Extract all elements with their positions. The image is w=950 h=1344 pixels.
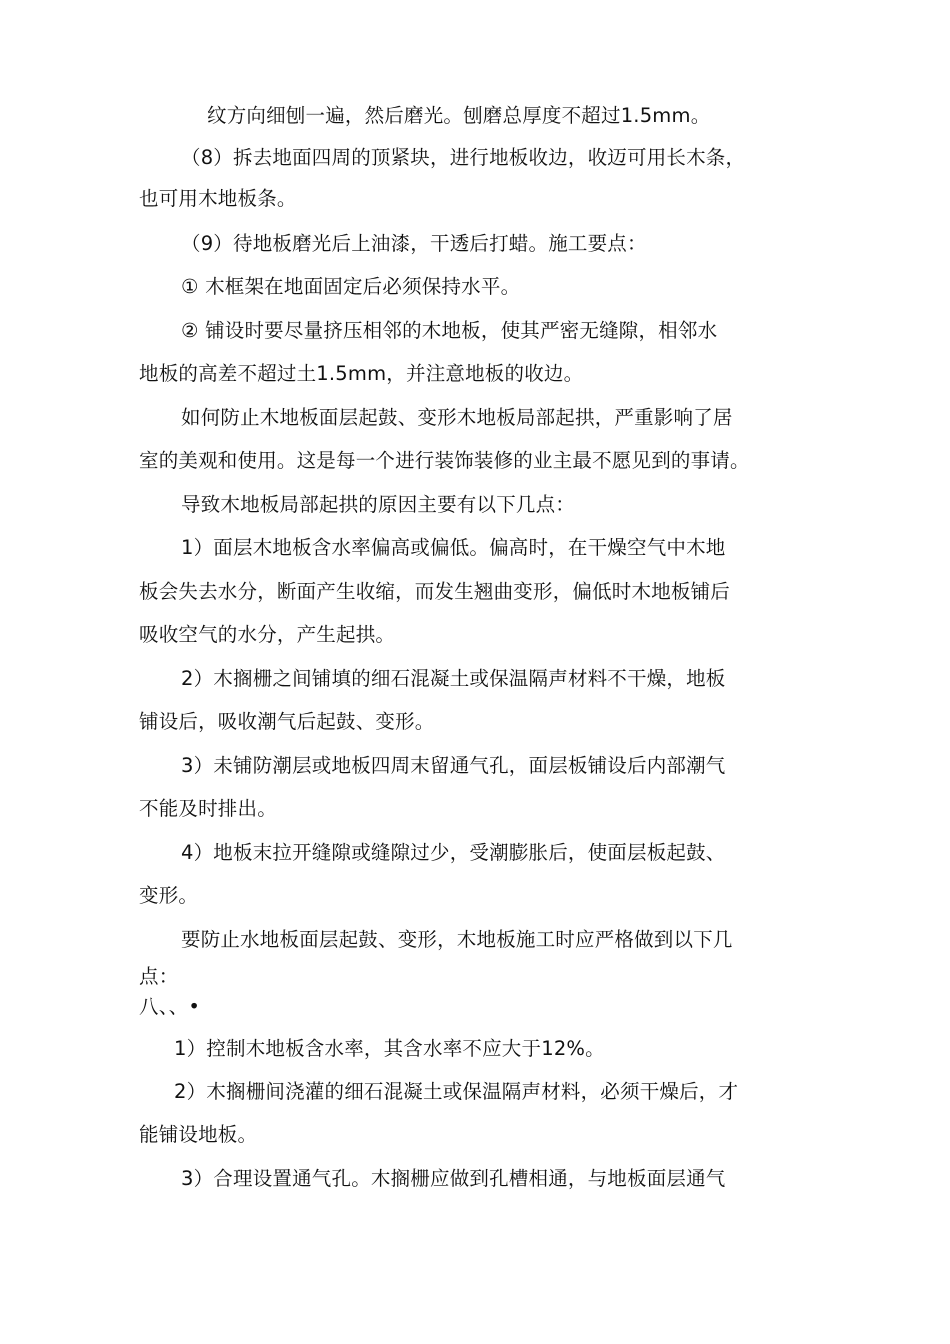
text-line-11: 1）面层木地板含水率偏高或偏低。偏高时，在干燥空气中木地 — [181, 536, 726, 559]
text-line-20: 要防止水地板面层起鼓、变形，木地板施工时应严格做到以下几 — [181, 928, 733, 951]
text-line-18: 4）地板末拉开缝隙或缝隙过少，受潮膨胀后，使面层板起鼓、 — [181, 841, 726, 864]
text-line-8: 如何防止木地板面层起鼓、变形木地板局部起拱，严重影响了居 — [181, 406, 733, 429]
text-line-19: 变形。 — [139, 884, 199, 907]
text-line-26: 3）合理设置通气孔。木搁栅应做到孔槽相通，与地板面层通气 — [181, 1167, 726, 1190]
text-line-21: 点： — [139, 965, 179, 988]
text-line-10: 导致木地板局部起拱的原因主要有以下几点： — [181, 493, 576, 516]
text-line-23: 1）控制木地板含水率，其含水率不应大于12%。 — [174, 1037, 605, 1060]
text-line-7: 地板的高差不超过土1.5mm，并注意地板的收边。 — [139, 362, 584, 385]
text-line-22: 八、、• — [139, 995, 201, 1018]
text-line-4: （9）待地板磨光后上油漆，干透后打蜡。施工要点： — [181, 232, 647, 255]
text-line-14: 2）木搁栅之间铺填的细石混凝土或保温隔声材料不干燥，地板 — [181, 667, 726, 690]
text-line-9: 室的美观和使用。这是每一个进行装饰装修的业主最不愿见到的事请。 — [139, 449, 750, 472]
text-line-24: 2）木搁栅间浇灌的细石混凝土或保温隔声材料，必须干燥后，才 — [174, 1080, 739, 1103]
text-line-2: （8）拆去地面四周的顶紧块，进行地板收边，收迈可用长木条， — [181, 146, 746, 169]
text-line-15: 铺设后，吸收潮气后起鼓、变形。 — [139, 710, 435, 733]
text-line-17: 不能及时排出。 — [139, 797, 277, 820]
text-line-16: 3）未铺防潮层或地板四周末留通气孔，面层板铺设后内部潮气 — [181, 754, 726, 777]
text-line-3: 也可用木地板条。 — [139, 187, 297, 210]
text-line-25: 能铺设地板。 — [139, 1123, 258, 1146]
text-line-12: 板会失去水分，断面产生收缩，而发生翘曲变形，偏低时木地板铺后 — [139, 580, 731, 603]
text-line-6: ② 铺设时要尽量挤压相邻的木地板，使其严密无缝隙，相邻水 — [181, 319, 718, 342]
text-line-5: ① 木框架在地面固定后必须保持水平。 — [181, 275, 521, 298]
text-line-13: 吸收空气的水分，产生起拱。 — [139, 623, 396, 646]
text-line-1: 纹方向细刨一遍，然后磨光。刨磨总厚度不超过1.5mm。 — [207, 104, 711, 127]
